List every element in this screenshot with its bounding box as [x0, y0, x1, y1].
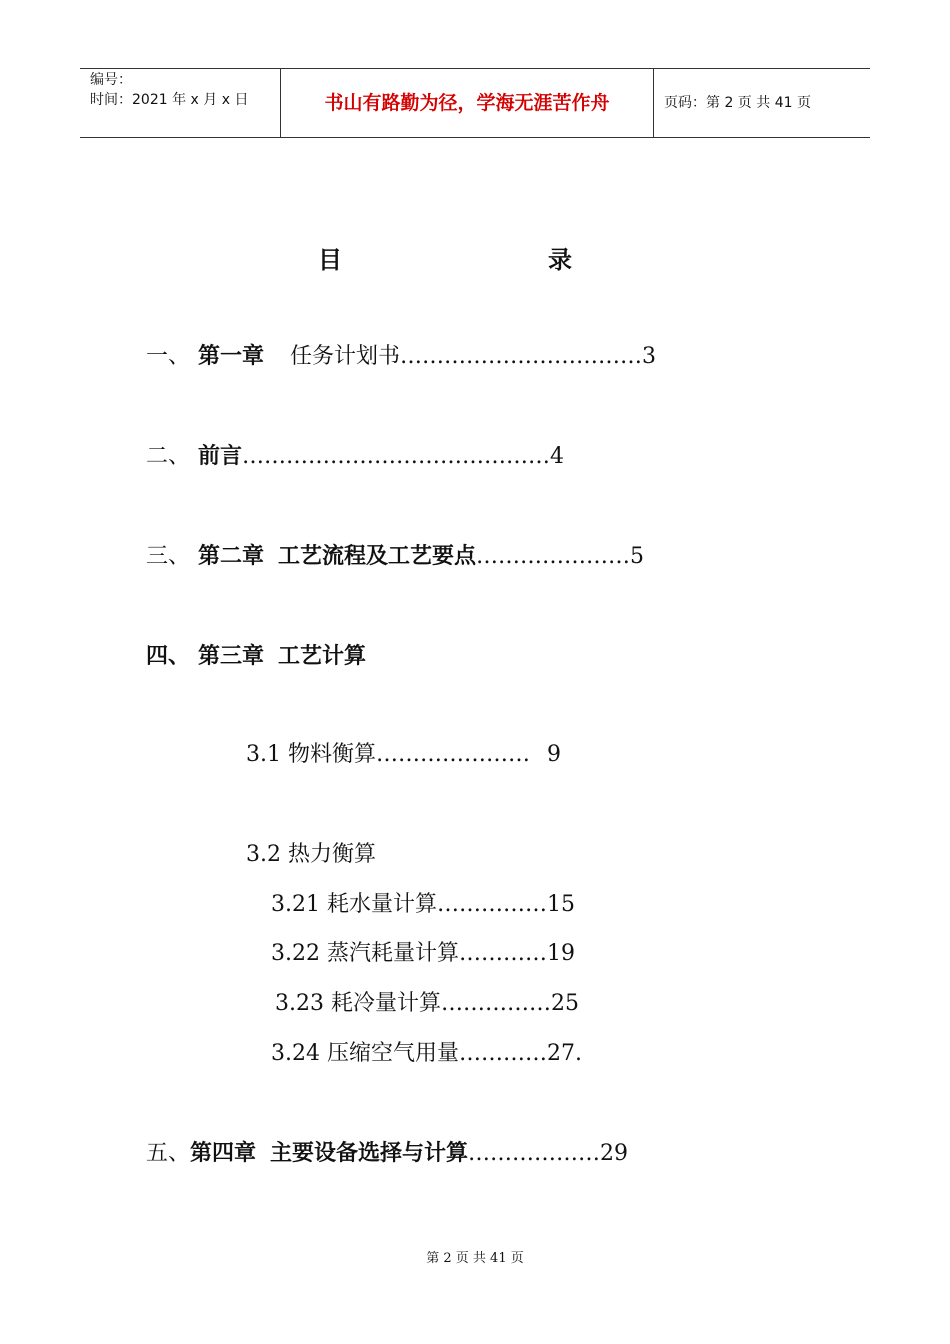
- toc-leader: ……………………………………: [242, 444, 551, 469]
- toc-page: 19: [546, 941, 575, 966]
- toc-sub-3-24[interactable]: [271, 1039, 582, 1069]
- toc-page: 27.: [546, 1041, 582, 1066]
- toc-page: 4: [550, 444, 565, 469]
- toc-leader: …………………: [476, 544, 631, 569]
- toc-sub-label: 3.21 耗水量计算: [271, 892, 437, 917]
- header-motto: 书山有路勤为径，学海无涯苦作舟: [281, 69, 654, 137]
- toc-leader: ……………: [440, 991, 551, 1016]
- toc-name: 工艺流程及工艺要点: [278, 544, 477, 569]
- toc-sub-3-2[interactable]: [246, 840, 376, 870]
- toc-number: 二、: [146, 444, 191, 469]
- number-label: 编号：: [90, 72, 132, 88]
- toc-chapter: 第二章: [198, 544, 265, 569]
- toc-entry-4[interactable]: [146, 642, 366, 672]
- header-table: [80, 68, 870, 138]
- toc-page: 9: [539, 742, 561, 767]
- toc-leader: …………………: [375, 742, 530, 767]
- toc-sub-label: 3.22 蒸汽耗量计算: [271, 941, 459, 966]
- toc-number: 三、: [146, 544, 191, 569]
- toc-number: 五、: [146, 1141, 191, 1166]
- toc-page: 29: [600, 1141, 629, 1166]
- toc-number: 四、: [146, 644, 191, 669]
- toc-sub-3-23[interactable]: [275, 989, 579, 1019]
- toc-sub-3-21[interactable]: [271, 890, 575, 920]
- toc-sub-label: 3.1 物料衡算: [246, 742, 376, 767]
- toc-leader: …………: [458, 941, 547, 966]
- toc-leader: ……………………………: [400, 344, 643, 369]
- header-meta-cell: [80, 69, 281, 137]
- toc-sub-3-22[interactable]: [271, 939, 575, 969]
- toc-leader: ………………: [468, 1141, 601, 1166]
- toc-page: 25: [550, 991, 579, 1016]
- header-page-label: 页码：第 2 页 共 41 页: [664, 95, 811, 111]
- toc-name: 前言: [198, 444, 243, 469]
- toc-sub-label: 3.24 压缩空气用量: [271, 1041, 459, 1066]
- toc-title-left: 目: [318, 246, 342, 274]
- time-label: 时间：2021 年 x 月 x 日: [90, 92, 249, 108]
- toc-chapter: 第四章: [190, 1141, 257, 1166]
- toc-number: 一、: [146, 344, 191, 369]
- toc-page: 3: [642, 344, 657, 369]
- toc-chapter: 第三章: [198, 644, 265, 669]
- toc-entry-5[interactable]: [146, 1139, 628, 1169]
- toc-page: 15: [546, 892, 575, 917]
- toc-name: 主要设备选择与计算: [270, 1141, 469, 1166]
- toc-entry-1[interactable]: [146, 342, 656, 372]
- toc-title-right: 录: [548, 246, 572, 274]
- toc-entry-2[interactable]: [146, 442, 564, 472]
- toc-name: 任务计划书: [290, 344, 401, 369]
- toc-sub-3-1[interactable]: [246, 740, 561, 770]
- toc-leader: …………: [458, 1041, 547, 1066]
- page-footer: 第 2 页 共 41 页: [426, 1251, 524, 1266]
- toc-entry-3[interactable]: [146, 542, 644, 572]
- toc-leader: ……………: [436, 892, 547, 917]
- toc-page: 5: [630, 544, 645, 569]
- toc-sub-label: 3.23 耗冷量计算: [275, 991, 441, 1016]
- toc-name: 工艺计算: [278, 644, 367, 669]
- toc-sub-label: 3.2 热力衡算: [246, 842, 376, 867]
- toc-chapter: 第一章: [198, 344, 265, 369]
